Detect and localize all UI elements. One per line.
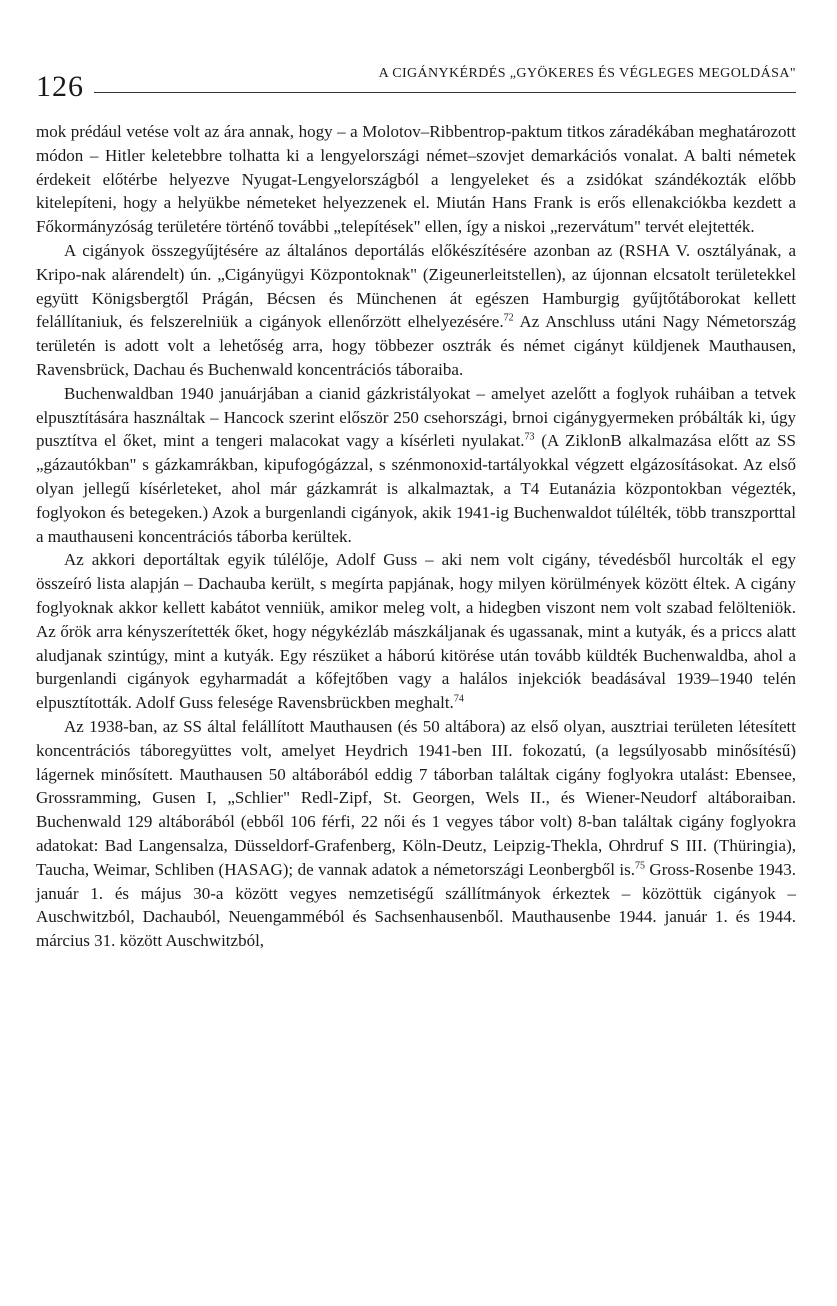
header-rule — [94, 92, 796, 93]
paragraph-text: (A ZiklonB alkalmazása előtt az SS „gázautókban" s gázkamrákban, kipufogógázzal, s szénmonoxid-tartályokkal végzett elgázosításokat. Az első olyan jellegű kísérleteket, ahol már gázkamrát is alkalmaztak, a T4 Eutanázia központokban végezték, foglyokon és betegeken.) Azok a burgenlandi cigányok, akik 1941-ig Buchenwaldot túlélték, több transzporttal a mauthauseni koncentrációs táborba kerültek. — [36, 431, 796, 546]
paragraph-text: Az akkori deportáltak egyik túlélője, Adolf Guss – aki nem volt cigány, tévedésből hurcolták el egy összeíró lista alapján – Dachauba került, s megírta papjának, hogy milyen körülmények között éltek. A cigány foglyoknak akkor kellett kabátot venniük, amikor meleg volt, a hidegben viszont nem volt szabad felölteniök. Az őrök arra kényszerítették őket, hogy négykézláb mászkáljanak és ugassanak, mint a kutyák, és a priccs alatt aludjanak szintúgy, mint a kutyák. Egy részüket a háború kitörése után tovább küldték Buchenwaldba, ahol a burgenlandi cigányok egyharmadát a kőfejtőben vagy a halálos injekciók beadásával 1939–1940 telén elpusztították. Adolf Guss felesége Ravensbrückben meghalt. — [36, 550, 796, 713]
body-text — [36, 120, 796, 953]
running-title: A CIGÁNYKÉRDÉS „GYÖKERES ÉS VÉGLEGES MEGOLDÁSA" — [378, 66, 796, 81]
footnote-ref-72: 72 — [503, 312, 514, 324]
paragraph-5 — [36, 715, 796, 953]
paragraph-3 — [36, 382, 796, 549]
paragraph-text: Gross-Rosenbe 1943. január 1. és május 30-a között vegyes nemzetiségű szállítmányok érkeztek – közöttük cigányok – Auschwitzból, Dachauból, Neuengamméból és Sachsenhausenből. Mauthausenbe 1944. január 1. és 1944. március 31. között Auschwitzból, — [36, 859, 796, 951]
paragraph-text: Buchenwaldban 1940 januárjában a cianid gázkristályokat – amelyet azelőtt a foglyok ruháiban a tetvek elpusztítására használtak – Hancock szerint először 250 csehországi, brnoi cigánygyermeken próbálták ki, úgy pusztítva el őket, mint a tengeri malacokat vagy a kísérleti nyulakat. — [36, 383, 796, 451]
paragraph-text: A cigányok összegyűjtésére az általános deportálás előkészítésére azonban az (RSHA V. osztályának, a Kripo-nak alárendelt) ún. „Cigányügyi Központoknak" (Zigeunerleitstellen), az újonnan elcsatolt területekkel együtt Königsbergtől Prágán, Bécsen és Münchenen át egészen Hamburgig gyűjtőtáborokat kellett felállítaniuk, és felszerelniük a cigányok ellenőrzött elhelyezésére. — [36, 240, 796, 332]
paragraph-1 — [36, 120, 796, 239]
page-number: 126 — [36, 70, 84, 103]
footnote-ref-74: 74 — [453, 693, 464, 705]
footnote-ref-75: 75 — [634, 860, 645, 872]
paragraph-2 — [36, 239, 796, 382]
paragraph-4 — [36, 548, 796, 715]
page-header — [36, 62, 796, 102]
footnote-ref-73: 73 — [524, 431, 535, 443]
paragraph-text: mok prédául vetése volt az ára annak, hogy – a Molotov–Ribbentrop-paktum titkos záradékában meghatározott módon – Hitler keletebbre tolhatta ki a lengyelországi német–szovjet demarkációs vonalat. A balti németek érdekeit előtérbe helyezve Nyugat-Lengyelországból a lengyeleket és a zsidókat szándékozták előbb kitelepíteni, hogy a helyükbe németeket helyezzenek el. Miután Hans Frank is erős ellenakciókba kezdett a Főkormányzóság területére történő további „telepítések" ellen, így a niskoi „rezervátum" tervét elejtették. — [36, 122, 796, 237]
paragraph-text: Az Anschluss utáni Nagy Németország területén is adott volt a lehetőség arra, hogy többezer osztrák és német cigányt küldjenek Mauthausen, Ravensbrück, Dachau és Buchenwald koncentrációs táboraiba. — [36, 312, 796, 379]
paragraph-text: Az 1938-ban, az SS által felállított Mauthausen (és 50 altábora) az első olyan, ausztriai területen létesített koncentrációs táboregyüttes volt, amelyet Heydrich 1941-ben III. fokozatú, (a legsúlyosabb minősítésű) lágernek minősített. Mauthausen 50 altáborából eddig 7 táborban találtak cigány foglyokra utalást: Ebensee, Grossramming, Gusen I, „Schlier" Redl-Zipf, St. Georgen, Wels II., és Wiener-Neudorf altáboraiban. Buchenwald 129 altáborából (ebből 106 férfi, 22 női és 1 vegyes tábor volt) 8-ban találtak cigány foglyokra adatokat: Bad Langensalza, Düsseldorf-Grafenberg, Köln-Deutz, Leipzig-Thekla, Ohrdruf S III. (Thüringia), Taucha, Weimar, Schliben (HASAG); de vannak adatok a németországi Leonbergből is. — [36, 716, 796, 879]
